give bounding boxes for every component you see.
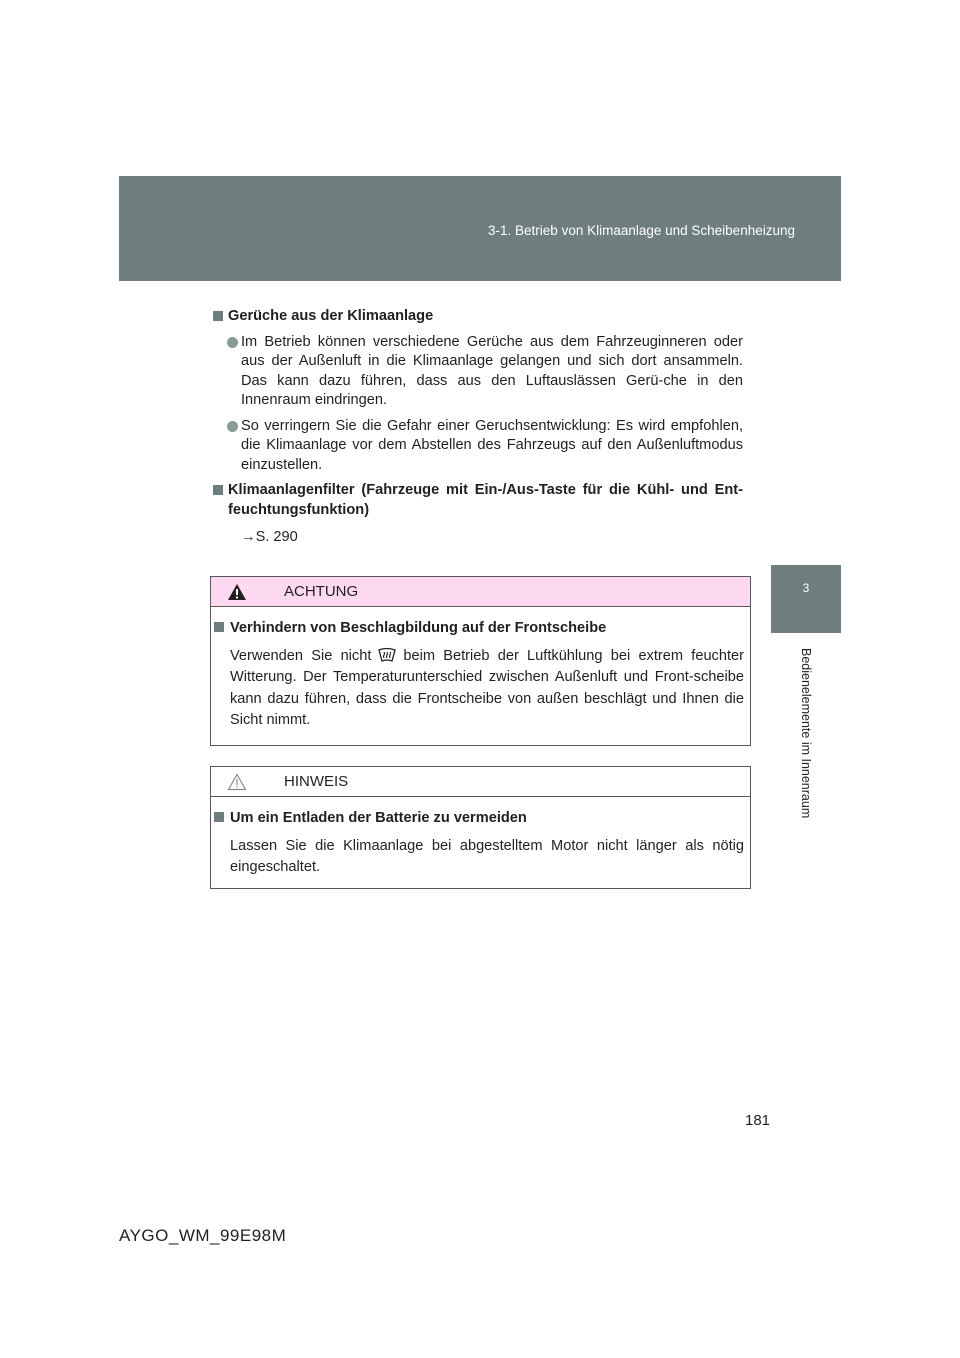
section-heading-odors: Gerüche aus der Klimaanlage [213, 307, 743, 327]
notice-box [210, 766, 751, 889]
warning-box-header [211, 577, 750, 607]
warning-box-body [211, 607, 750, 744]
page-number: 181 [745, 1112, 771, 1129]
model-code: AYGO_WM_99E98M [119, 1226, 287, 1245]
list-item: Im Betrieb können verschiedene Gerüche aus dem Fahrzeuginneren oder aus der Außenluft in die Klimaanlage gelangen und sich dort ansammeln. Das kann dazu führen, dass aus den Luftauslässen Gerü-che in den Innenraum eindringen. [213, 333, 743, 411]
notice-title: HINWEIS [284, 773, 349, 790]
chapter-title: 3-1. Betrieb von Klimaanlage und Scheibenheizung [488, 223, 795, 238]
warning-triangle-icon [227, 583, 247, 601]
round-bullet-icon [227, 421, 238, 432]
notice-box-header [211, 767, 750, 797]
section-heading-filter: Klimaanlagenfilter (Fahrzeuge mit Ein-/Aus-Taste für die Kühl- und Ent-feuchtungsfunktion) [213, 481, 743, 520]
square-bullet-icon [214, 622, 224, 632]
square-bullet-icon [213, 311, 223, 321]
square-bullet-icon [214, 812, 224, 822]
warning-text: Verwenden Sie nicht beim Betrieb der Luftkühlung bei extrem feuchter Witterung. Der Temperaturunterschied zwischen Außenluft und Front-scheibe kann dazu führen, dass die Frontscheibe von außen beschlägt und Ihnen die Sicht nimmt. [230, 647, 744, 728]
square-bullet-icon [213, 485, 223, 495]
round-bullet-icon [227, 337, 238, 348]
header-band [119, 176, 841, 281]
warning-heading: Verhindern von Beschlagbildung auf der Frontscheibe [214, 618, 744, 640]
windshield-defroster-icon [377, 646, 397, 664]
list-item: So verringern Sie die Gefahr einer Geruchsentwicklung: Es wird empfohlen, die Klimaanlage vor dem Abstellen des Fahrzeugs auf den Außenluftmodus einzustellen. [213, 417, 743, 476]
chapter-side-label: Bedienelemente im Innenraum [799, 648, 813, 819]
notice-heading: Um ein Entladen der Batterie zu vermeiden [214, 808, 744, 830]
chapter-number: 3 [802, 581, 810, 595]
notice-triangle-icon [227, 773, 247, 791]
page-reference-link[interactable]: →S. 290 [241, 529, 298, 545]
notice-box-body [211, 797, 750, 891]
notice-text: Lassen Sie die Klimaanlage bei abgestelltem Motor nicht länger als nötig eingeschaltet. [230, 837, 744, 875]
warning-box [210, 576, 751, 746]
main-content [213, 307, 743, 548]
warning-title: ACHTUNG [284, 583, 359, 600]
chapter-tab [771, 565, 841, 633]
